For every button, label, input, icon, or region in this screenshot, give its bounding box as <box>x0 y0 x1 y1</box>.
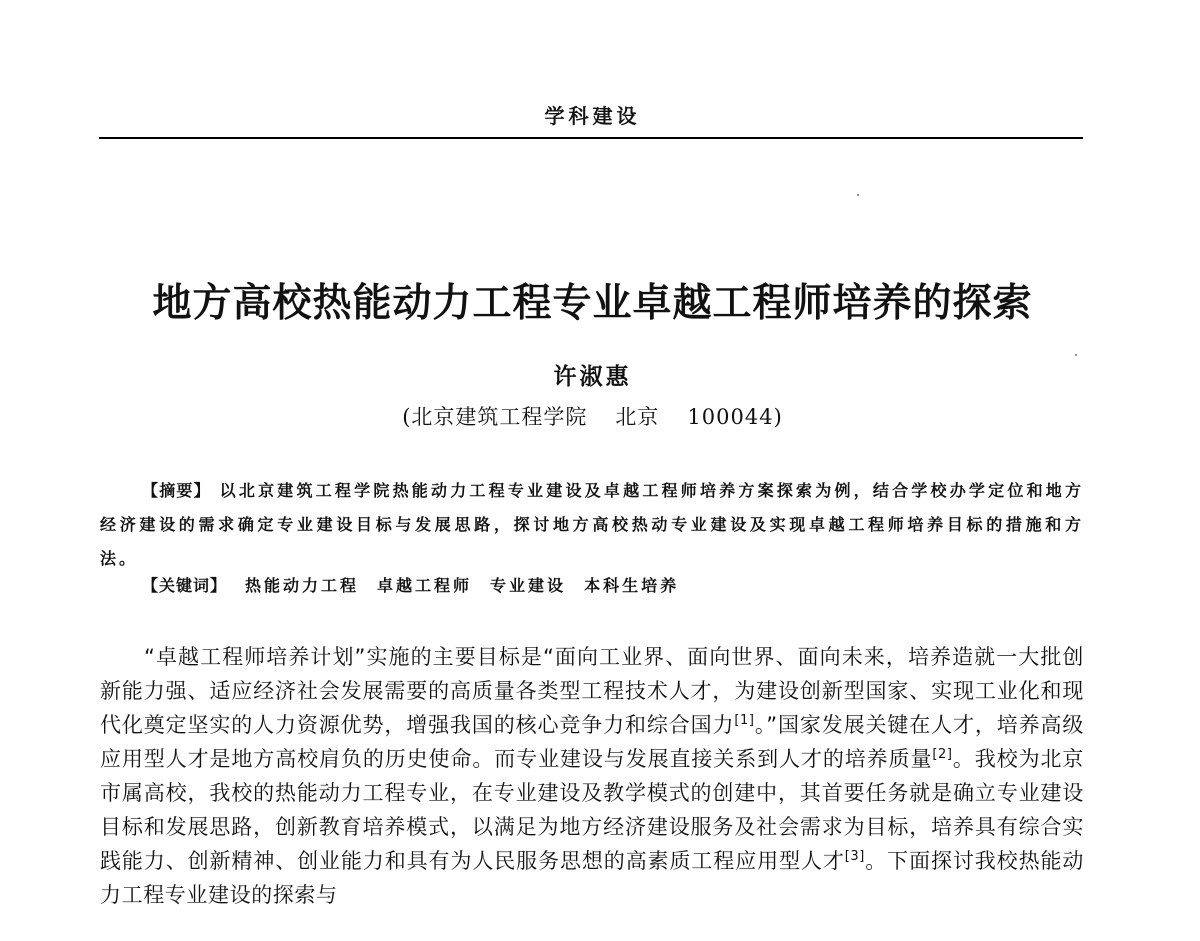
body-segment: 。我校为北京市属高校，我校的热能动力工程专业，在专业建设及教学模式的创建中，其首要任务就是确立专业建设目标和发展思路，创新教育培养模式，以满足为地方经济建设服务及社会需求为目标，培养具有综合实践能力、创新精神、创业能力和具有为人民服务思想的高素质工程应用型人才 <box>100 747 1085 873</box>
keyword-item: 专业建设 <box>490 576 567 595</box>
affiliation-postal-code: 100044 <box>687 405 774 429</box>
scan-speck <box>857 194 859 196</box>
citation-ref-1: [1] <box>734 713 755 728</box>
section-label: 学科建设 <box>544 104 641 128</box>
citation-ref-3: [3] <box>844 849 865 864</box>
keyword-item: 热能动力工程 <box>245 576 360 595</box>
body-segment: 。下面探讨我校热能动力工程专业建设的探索与 <box>100 849 1084 907</box>
body-segment: “卓越工程师培养计划”实施的主要目标是“面向工业界、面向世界、面向未来，培养造就一大批创新能力强、适应经济社会发展需要的高质量各类型工程技术人才，为建设创新型国家、实现工业化和现代化奠定坚实的人力资源优势，增强我国的核心竞争力和综合国力 <box>100 645 1084 737</box>
affiliation: (北京建筑工程学院 北京 100044) <box>402 405 783 429</box>
keywords <box>142 573 1084 596</box>
affiliation-institution: 北京建筑工程学院 <box>411 405 588 429</box>
header-rule <box>99 137 1083 139</box>
abstract-label: 【摘要】 <box>142 481 211 500</box>
abstract-text: 以北京建筑工程学院热能动力工程专业建设及卓越工程师培养方案探索为例，结合学校办学定位和地方经济建设的需求确定专业建设目标与发展思路，探讨地方高校热动专业建设及实现卓越工程师培养目标的措施和方法。 <box>100 481 1084 568</box>
abstract <box>100 474 1084 576</box>
keywords-label: 【关键词】 <box>142 576 228 595</box>
keyword-item: 卓越工程师 <box>377 576 473 595</box>
body-paragraph <box>100 640 1084 912</box>
author-name: 许淑惠 <box>553 363 632 390</box>
body-segment: 。”国家发展关键在人才，培养高级应用型人才是地方高校肩负的历史使命。而专业建设与发展直接关系到人才的培养质量 <box>100 713 1084 771</box>
scan-speck <box>1075 354 1077 356</box>
affiliation-city: 北京 <box>615 405 660 429</box>
citation-ref-2: [2] <box>932 747 953 762</box>
article-title: 地方高校热能动力工程专业卓越工程师培养的探索 <box>152 281 1033 326</box>
keyword-item: 本科生培养 <box>584 576 680 595</box>
